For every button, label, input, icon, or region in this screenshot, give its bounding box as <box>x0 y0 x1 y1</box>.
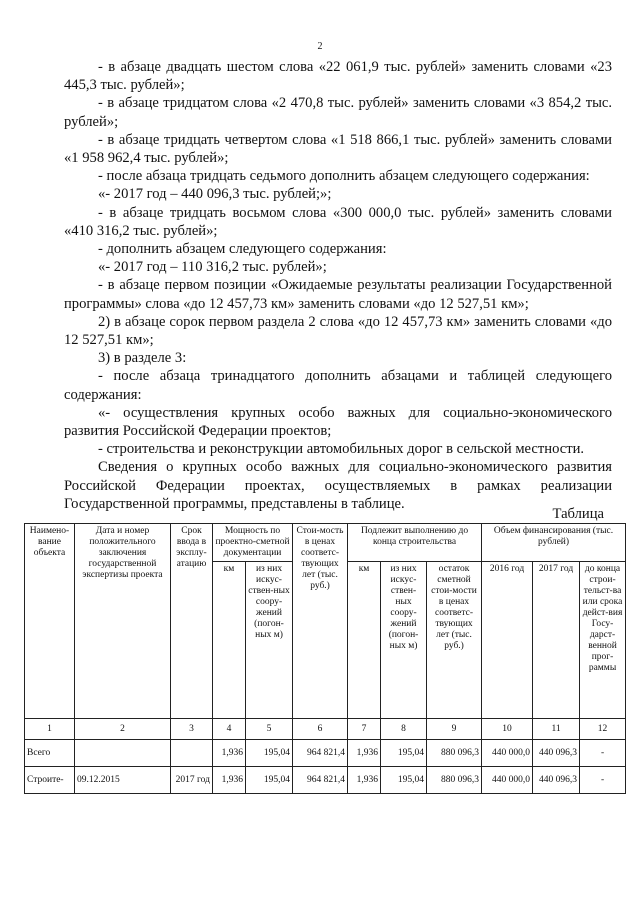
table-cell: Строите- <box>25 767 75 794</box>
table-cell: 09.12.2015 <box>75 767 171 794</box>
header-artificial-remain: из них искус-ствен-ных соору-жений (погон-ных м) <box>381 562 427 719</box>
paragraph: «- 2017 год – 440 096,3 тыс. рублей;»; <box>98 186 332 203</box>
paragraph: 2) в абзаце сорок первом раздела 2 слова «до 12 457,73 км» заменить словами «до 12 527,51 км»; <box>64 313 612 349</box>
paragraph: 3) в разделе 3: <box>98 350 187 367</box>
paragraph: «- осуществления крупных особо важных для социально-экономического развития Российской Федерации проектов; <box>64 404 612 440</box>
header-name: Наимено-вание объекта <box>25 524 75 719</box>
table-cell: - <box>580 767 626 794</box>
header-date: Дата и номер положительного заключения государственной экспертизы проекта <box>75 524 171 719</box>
paragraph: - в абзаце двадцать шестом слова «22 061,9 тыс. рублей» заменить словами «23 445,3 тыс. рублей»; <box>64 59 612 94</box>
table-cell: 195,04 <box>246 767 293 794</box>
header-artificial: из них искус-ствен-ных соору-жений (погон-ных м) <box>246 562 293 719</box>
column-number: 4 <box>213 719 246 740</box>
table-cell: 195,04 <box>381 767 427 794</box>
column-number: 2 <box>75 719 171 740</box>
table-row <box>25 767 626 794</box>
page-number: 2 <box>317 41 323 52</box>
table-cell <box>171 740 213 767</box>
table-cell: 440 096,3 <box>533 767 580 794</box>
paragraph: - в абзаце тридцать восьмом слова «300 000,0 тыс. рублей» заменить словами «410 316,2 тыс. рублей»; <box>64 204 612 239</box>
header-2016: 2016 год <box>482 562 533 719</box>
header-remain: Подлежит выполнению до конца строительства <box>348 524 482 562</box>
header-power: Мощность по проектно-сметной документации <box>213 524 293 562</box>
paragraph: - после абзаца тридцать седьмого дополнить абзацем следующего содержания: <box>98 168 590 185</box>
table-cell: Всего <box>25 740 75 767</box>
table-cell: 195,04 <box>246 740 293 767</box>
table-cell: 440 000,0 <box>482 740 533 767</box>
paragraph: - в абзаце тридцать четвертом слова «1 518 866,1 тыс. рублей» заменить словами «1 958 962,4 тыс. рублей»; <box>64 131 612 167</box>
column-number: 10 <box>482 719 533 740</box>
header-2017: 2017 год <box>533 562 580 719</box>
column-number-row <box>25 719 626 740</box>
paragraph: - в абзаце тридцатом слова «2 470,8 тыс. рублей» заменить словами «3 854,2 тыс. рублей»; <box>64 95 612 130</box>
table-cell: 1,936 <box>348 740 381 767</box>
header-term: Срок ввода в эксплу-атацию <box>171 524 213 719</box>
header-rest-cost: остаток сметной стои-мости в ценах соответс-твующих лет (тыс. руб.) <box>427 562 482 719</box>
column-number: 9 <box>427 719 482 740</box>
table-cell: 964 821,4 <box>293 767 348 794</box>
header-km-remain: км <box>348 562 381 719</box>
body-text <box>64 58 612 513</box>
table-cell: 1,936 <box>348 767 381 794</box>
table-cell: 440 000,0 <box>482 767 533 794</box>
paragraph: «- 2017 год – 110 316,2 тыс. рублей»; <box>98 259 327 276</box>
table-cell: 880 096,3 <box>427 767 482 794</box>
table-cell: 2017 год <box>171 767 213 794</box>
column-number: 11 <box>533 719 580 740</box>
table-cell <box>75 740 171 767</box>
column-number: 1 <box>25 719 75 740</box>
paragraph: - в абзаце первом позиции «Ожидаемые результаты реализации Государственной программы» слова «до 12 457,73 км» заменить словами «до 12 527,51 км»; <box>64 277 612 312</box>
column-number: 3 <box>171 719 213 740</box>
column-number: 7 <box>348 719 381 740</box>
paragraph: - строительства и реконструкции автомобильных дорог в сельской местности. <box>98 441 585 458</box>
table-cell: 1,936 <box>213 740 246 767</box>
projects-table <box>24 523 626 794</box>
table-cell: 964 821,4 <box>293 740 348 767</box>
column-number: 5 <box>246 719 293 740</box>
paragraph: - дополнить абзацем следующего содержания: <box>98 241 387 258</box>
table-cell: - <box>580 740 626 767</box>
table-cell: 440 096,3 <box>533 740 580 767</box>
table-cell: 195,04 <box>381 740 427 767</box>
column-number: 6 <box>293 719 348 740</box>
table-row <box>25 740 626 767</box>
paragraph: Сведения о крупных особо важных для социально-экономического развития Российской Федерации проектах, осуществляемых в рамках реализации Государственной программы, представлены в таблице. <box>64 459 612 512</box>
table-cell: 1,936 <box>213 767 246 794</box>
header-until-end: до конца строи-тельст-ва или срока дейст-вия Госу-дарст-венной прог-раммы <box>580 562 626 719</box>
header-cost: Стои-мость в ценах соответс-твующих лет (тыс. руб.) <box>293 524 348 719</box>
column-number: 8 <box>381 719 427 740</box>
column-number: 12 <box>580 719 626 740</box>
paragraph: - после абзаца тринадцатого дополнить абзацами и таблицей следующего содержания: <box>64 368 612 403</box>
table-caption: Таблица <box>552 506 604 522</box>
table-cell: 880 096,3 <box>427 740 482 767</box>
table-header-row <box>25 524 626 562</box>
header-financing: Объем финансирования (тыс. рублей) <box>482 524 626 562</box>
header-km: км <box>213 562 246 719</box>
